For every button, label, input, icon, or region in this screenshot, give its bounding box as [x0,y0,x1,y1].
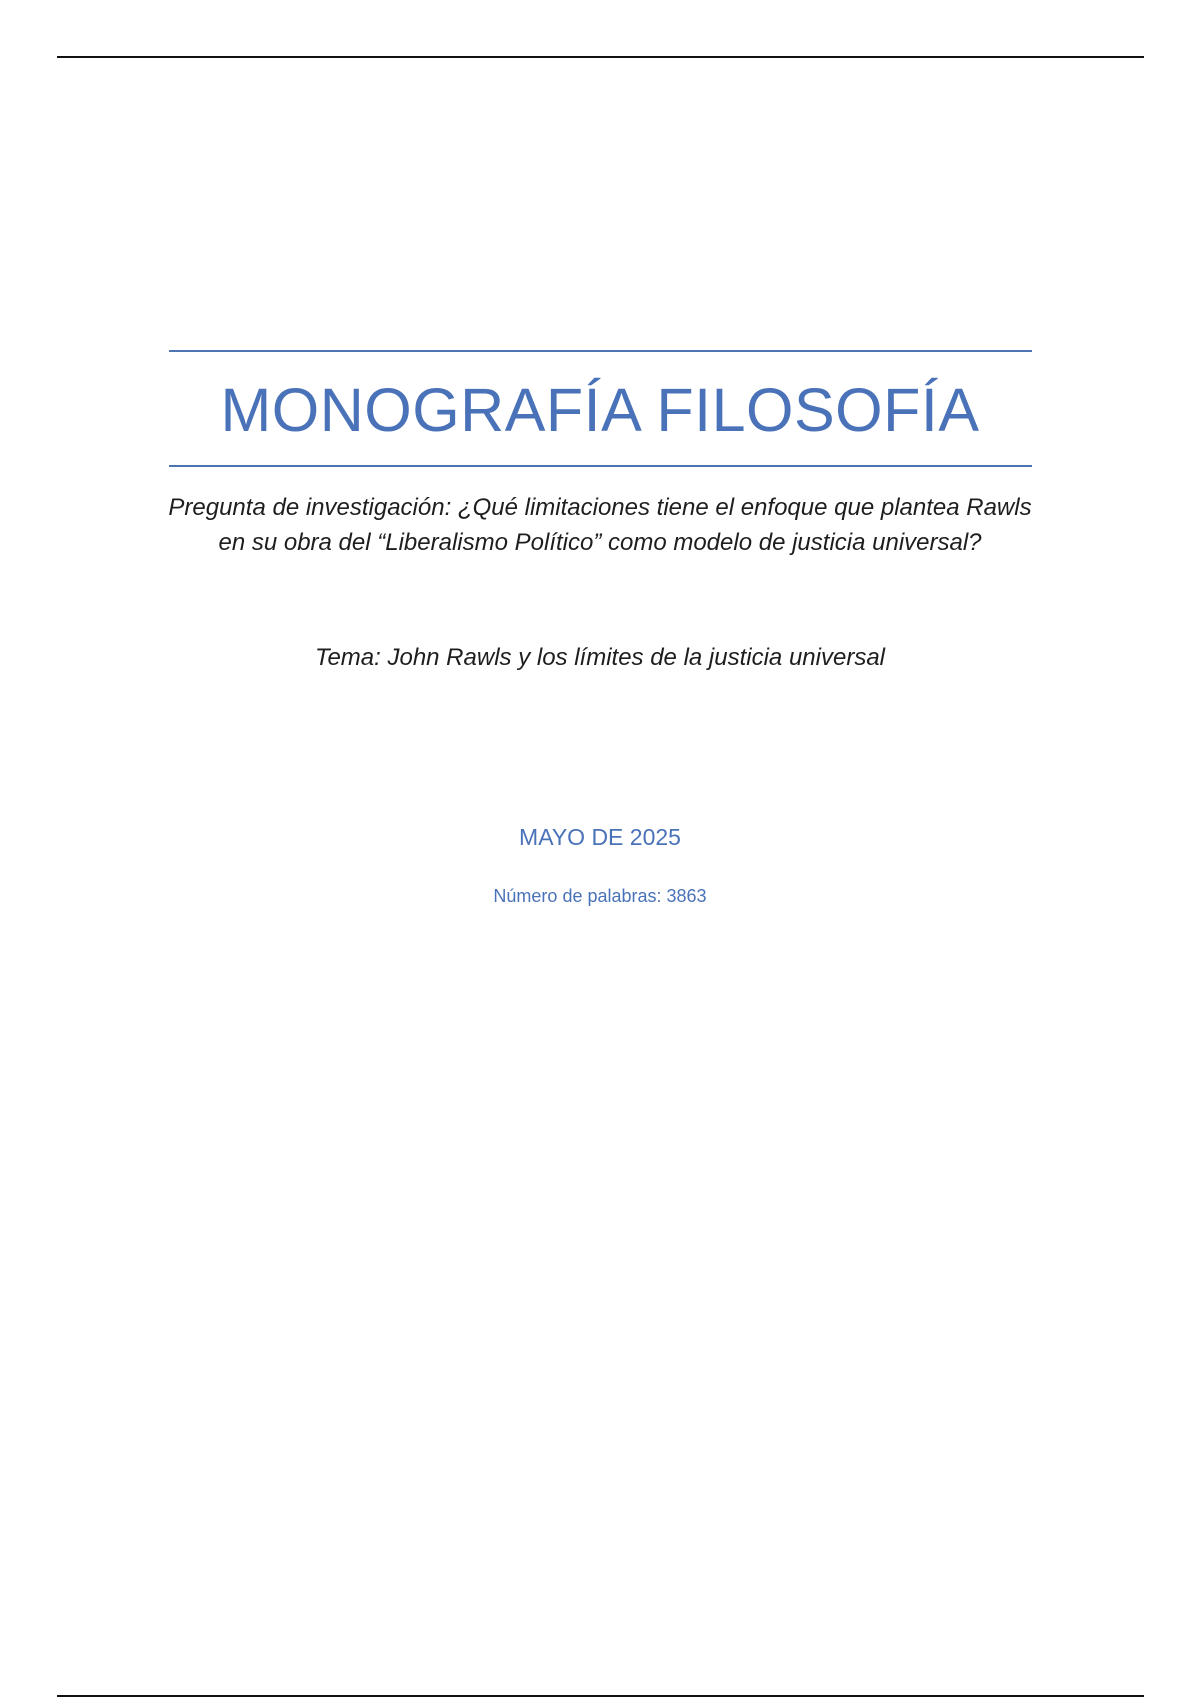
word-count: Número de palabras: 3863 [493,886,707,906]
date-line: MAYO DE 2025 [519,824,681,850]
page-top-rule [57,56,1144,58]
topic-line: Tema: John Rawls y los límites de la justicia universal [314,644,885,671]
title-bottom-rule [169,465,1032,467]
research-question: Pregunta de investigación: ¿Qué limitaciones tiene el enfoque que plantea Rawls en su obra del “Liberalismo Político” como modelo de justicia universal? [168,494,1032,556]
page-bottom-rule [57,1695,1144,1697]
title-top-rule [169,350,1032,352]
document-title: MONOGRAFÍA FILOSOFÍA [220,376,980,444]
